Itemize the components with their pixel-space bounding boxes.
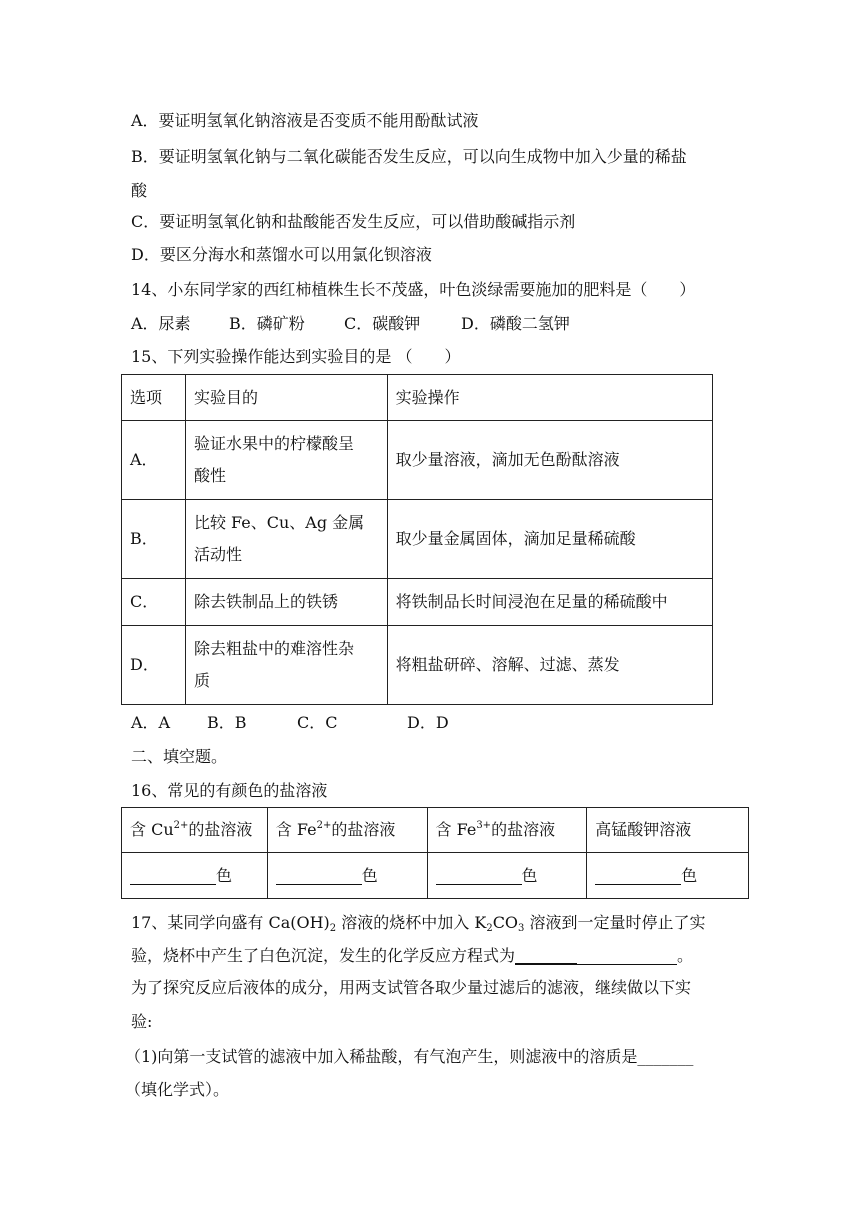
q17-line3: 为了探究反应后液体的成分，用两支试管各取少量过滤后的滤液，继续做以下实 bbox=[131, 978, 692, 997]
q17-text: 溶液的烧杯中加入 K bbox=[336, 913, 487, 932]
purpose-line: 酸性 bbox=[193, 466, 226, 485]
purpose-line: 除去粗盐中的难溶性杂 bbox=[193, 639, 354, 658]
answer-cell bbox=[267, 853, 427, 899]
row-purpose: 除去铁制品上的铁锈 bbox=[185, 579, 387, 626]
color-suffix: 色 bbox=[216, 865, 233, 885]
header-kmno4: 高锰酸钾溶液 bbox=[587, 808, 749, 853]
q16-table bbox=[121, 807, 749, 899]
row-option: A． bbox=[122, 421, 186, 500]
answer-cell bbox=[587, 853, 749, 899]
answer-cell bbox=[427, 853, 587, 899]
header-fe3 bbox=[427, 808, 587, 853]
equation-blank-part2[interactable] bbox=[577, 946, 677, 965]
fill-blank[interactable] bbox=[276, 866, 362, 885]
header-cu2 bbox=[122, 808, 268, 853]
q17-text: 验，烧杯中产生了白色沉淀，发生的化学反应方程式为 bbox=[131, 946, 516, 965]
answer-cell bbox=[122, 853, 268, 899]
q15-answer-a: A．A bbox=[131, 713, 171, 732]
row-option: B． bbox=[122, 500, 186, 579]
subscript: 3 bbox=[518, 923, 525, 934]
purpose-line: 活动性 bbox=[193, 545, 242, 564]
q17-line2 bbox=[131, 945, 693, 967]
row-purpose bbox=[185, 421, 387, 500]
row-operation: 将粗盐研碎、溶解、过滤、蒸发 bbox=[387, 626, 712, 705]
fill-blank[interactable] bbox=[595, 866, 681, 885]
table-row bbox=[122, 421, 713, 500]
row-operation: 取少量溶液，滴加无色酚酞溶液 bbox=[387, 421, 712, 500]
row-option: D． bbox=[122, 626, 186, 705]
color-suffix: 色 bbox=[361, 865, 378, 885]
q13-option-c: C．要证明氢氧化钠和盐酸能否发生反应，可以借助酸碱指示剂 bbox=[131, 212, 576, 231]
table-row bbox=[122, 500, 713, 579]
subscript: 2 bbox=[329, 923, 337, 934]
purpose-line: 质 bbox=[193, 671, 210, 690]
subscript: 2 bbox=[486, 923, 493, 934]
q15-answer-c: C．C bbox=[297, 713, 338, 732]
q15-answer-d: D．D bbox=[407, 713, 449, 732]
color-suffix: 色 bbox=[681, 865, 698, 885]
q17-text: 溶液到一定量时停止了实 bbox=[524, 913, 706, 932]
fe2-charge: 2+ bbox=[316, 820, 332, 831]
cu-charge: 2+ bbox=[173, 820, 189, 831]
fe3-suffix: 的盐溶液 bbox=[491, 820, 556, 839]
q13-option-b-line2: 酸 bbox=[131, 181, 148, 200]
q16-stem: 16、常见的有颜色的盐溶液 bbox=[131, 781, 328, 800]
header-option: 选项 bbox=[122, 375, 186, 421]
row-option: C． bbox=[122, 579, 186, 626]
q17-text: CO bbox=[492, 913, 519, 932]
table-row bbox=[122, 579, 713, 626]
q13-option-b-line1: B．要证明氢氧化钠与二氧化碳能否发生反应，可以向生成物中加入少量的稀盐 bbox=[131, 147, 687, 166]
row-operation: 将铁制品长时间浸泡在足量的稀硫酸中 bbox=[387, 579, 712, 626]
header-purpose: 实验目的 bbox=[185, 375, 387, 421]
row-purpose bbox=[185, 626, 387, 705]
purpose-line: 比较 Fe、Cu、Ag 金属 bbox=[193, 513, 365, 532]
purpose-line: 验证水果中的柠檬酸呈 bbox=[193, 434, 354, 453]
q17-line5: （1)向第一支试管的滤液中加入稀盐酸，有气泡产生，则滤液中的溶质是_______ bbox=[125, 1047, 694, 1066]
q15-table bbox=[121, 374, 713, 705]
q17-text: 17、某同学向盛有 Ca(OH) bbox=[131, 913, 330, 932]
q14-option-c: C．碳酸钾 bbox=[344, 314, 421, 333]
table-row bbox=[122, 626, 713, 705]
q17-text: 。 bbox=[677, 946, 694, 965]
q17-line4: 验: bbox=[131, 1012, 153, 1031]
fill-blank[interactable] bbox=[436, 866, 522, 885]
row-purpose bbox=[185, 500, 387, 579]
answer-row bbox=[122, 853, 749, 899]
fe3-label: 含 Fe bbox=[435, 820, 477, 839]
q13-option-a: A．要证明氢氧化钠溶液是否变质不能用酚酞试液 bbox=[131, 111, 479, 130]
q13-option-d: D．要区分海水和蒸馏水可以用氯化钡溶液 bbox=[131, 245, 432, 264]
q17-line6: （填化学式）。 bbox=[125, 1080, 230, 1099]
cu-label: 含 Cu bbox=[130, 820, 174, 839]
q14-option-b: B．磷矿粉 bbox=[229, 314, 305, 333]
q15-stem: 15、下列实验操作能达到实验目的是 （ ） bbox=[131, 347, 461, 366]
color-suffix: 色 bbox=[521, 865, 538, 885]
q17-line1 bbox=[131, 912, 706, 934]
equation-blank-part1[interactable] bbox=[515, 945, 577, 965]
fe2-suffix: 的盐溶液 bbox=[331, 820, 396, 839]
table-header-row bbox=[122, 375, 713, 421]
section-title: 二、填空题。 bbox=[131, 747, 228, 766]
q14-option-a: A．尿素 bbox=[131, 314, 191, 333]
table-header-row bbox=[122, 808, 749, 853]
row-operation: 取少量金属固体，滴加足量稀硫酸 bbox=[387, 500, 712, 579]
cu-suffix: 的盐溶液 bbox=[188, 820, 253, 839]
header-fe2 bbox=[267, 808, 427, 853]
q15-answer-b: B．B bbox=[207, 713, 247, 732]
q14-stem: 14、小东同学家的西红柿植株生长不茂盛，叶色淡绿需要施加的肥料是（ ） bbox=[131, 280, 696, 299]
fill-blank[interactable] bbox=[130, 866, 216, 885]
fe2-label: 含 Fe bbox=[275, 820, 317, 839]
fe3-charge: 3+ bbox=[476, 820, 492, 831]
header-operation: 实验操作 bbox=[387, 375, 712, 421]
q14-option-d: D．磷酸二氢钾 bbox=[461, 314, 570, 333]
